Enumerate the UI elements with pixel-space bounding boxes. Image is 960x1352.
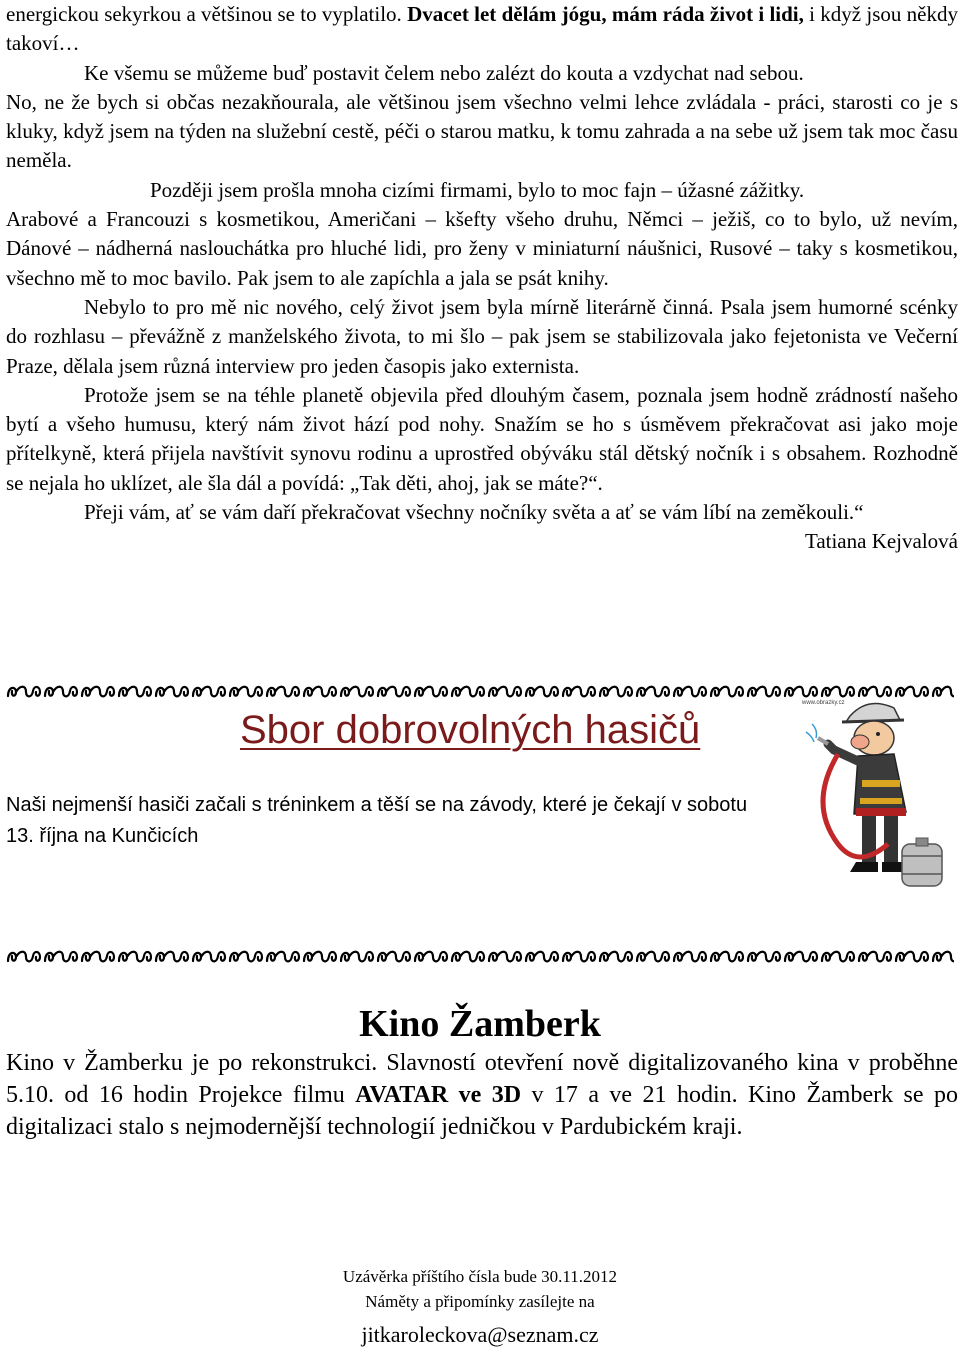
paragraph: Protože jsem se na téhle planetě objevila před dlouhým časem, poznala jsem hodně zrádností našeho bytí a všeho humusu, který nám život hází pod nohy. Snažím se ho s úsměvem překračovat asi jako moje přítelkyně, která přijela navštívit synovu rodinu a uprostřed obýváku stál dětský nočník i s obsahem. Rozhodně se nejala ho uklízet, ale šla dál a povídá: „Tak děti, ahoj, jak se máte?“.: [6, 382, 958, 495]
paragraph: Nebylo to pro mě nic nového, celý život jsem byla mírně literárně činná. Psala jsem humorné scénky do rozhlasu – převážně z manželského života, to mi šlo – pak jsem se stabilizovala jako fejetonista ve Večerní Praze, dělala jsem různá interview pro jeden časopis jako externista.: [6, 294, 958, 378]
paragraph: Arabové a Francouzi s kosmetikou, Američani – kšefty všeho druhu, Němci – ježiš, co to bylo, už nevím, Dánové – nádherná naslouchátka pro hluché lidi, pro ženy v miniaturní náušnici, Rusové – taky s kosmetikou, všechno mě to moc bavilo. Pak jsem to ale zapíchla a jala se psát knihy.: [6, 207, 958, 290]
paragraph: No, ne že bych si občas nezakňourala, ale většinou jsem všechno velmi lehce zvládala - práci, starosti co je s kluky, když jsem na týden na služební cestě, péči o starou matku, k tomu zahrada a na sebe už jsem tak moc času neměla.: [6, 89, 958, 173]
paragraph-text: energickou sekyrkou a většinou se to vyplatilo.: [6, 2, 408, 26]
paragraph: [6, 1047, 958, 1143]
paragraph-bold-text: AVATAR ve 3D: [355, 1082, 522, 1108]
ornament-divider: [6, 947, 954, 965]
article-continuation: [6, 0, 958, 557]
section-title-kino: Kino Žamberk: [359, 1003, 601, 1045]
footer: [0, 1264, 960, 1352]
paragraph-text: v 17 a ve 21 hodin. Kino Žamberk se po digitalizaci stalo s nejmodernější technologií jedničkou v Pardubickém kraji.: [6, 1082, 958, 1140]
paragraph: Později jsem prošla mnoha cizími firmami, bylo to moc fajn – úžasné zážitky.: [150, 177, 805, 202]
paragraph-bold-text: Dvacet let dělám jógu, mám ráda život i lidi,: [407, 2, 804, 26]
contact-note: Náměty a připomínky zasílejte na: [365, 1292, 595, 1311]
paragraph: [6, 0, 958, 59]
section-title-hasici: Sbor dobrovolných hasičů: [240, 708, 701, 752]
fireman-illustration: [798, 694, 950, 894]
kino-announcement: [6, 1047, 958, 1143]
deadline-note: Uzávěrka příštího čísla bude 30.11.2012: [342, 1267, 618, 1286]
hasici-announcement: Naši nejmenší hasiči začali s tréninkem a těší se na závody, které je čekají v sobotu 13. října na Kunčicích: [6, 794, 748, 847]
author-signature: Tatiana Kejvalová: [804, 529, 958, 554]
paragraph-text: i když jsou někdy takoví…: [6, 2, 958, 56]
paragraph: Přeji vám, ať se vám daří překračovat všechny nočníky světa a ať se vám líbí na zeměkouli.“: [84, 500, 864, 525]
paragraph: Ke všemu se můžeme buď postavit čelem nebo zalézt do kouta a vzdychat nad sebou.: [84, 60, 804, 85]
contact-email: jitkaroleckova@seznam.cz: [361, 1322, 599, 1347]
paragraph-text: Kino v Žamberku je po rekonstrukci. Slavností otevření nově digitalizovaného kina v proběhne 5.10. od 16 hodin Projekce filmu: [6, 1050, 958, 1108]
image-watermark: www.obrazky.cz: [802, 700, 845, 706]
